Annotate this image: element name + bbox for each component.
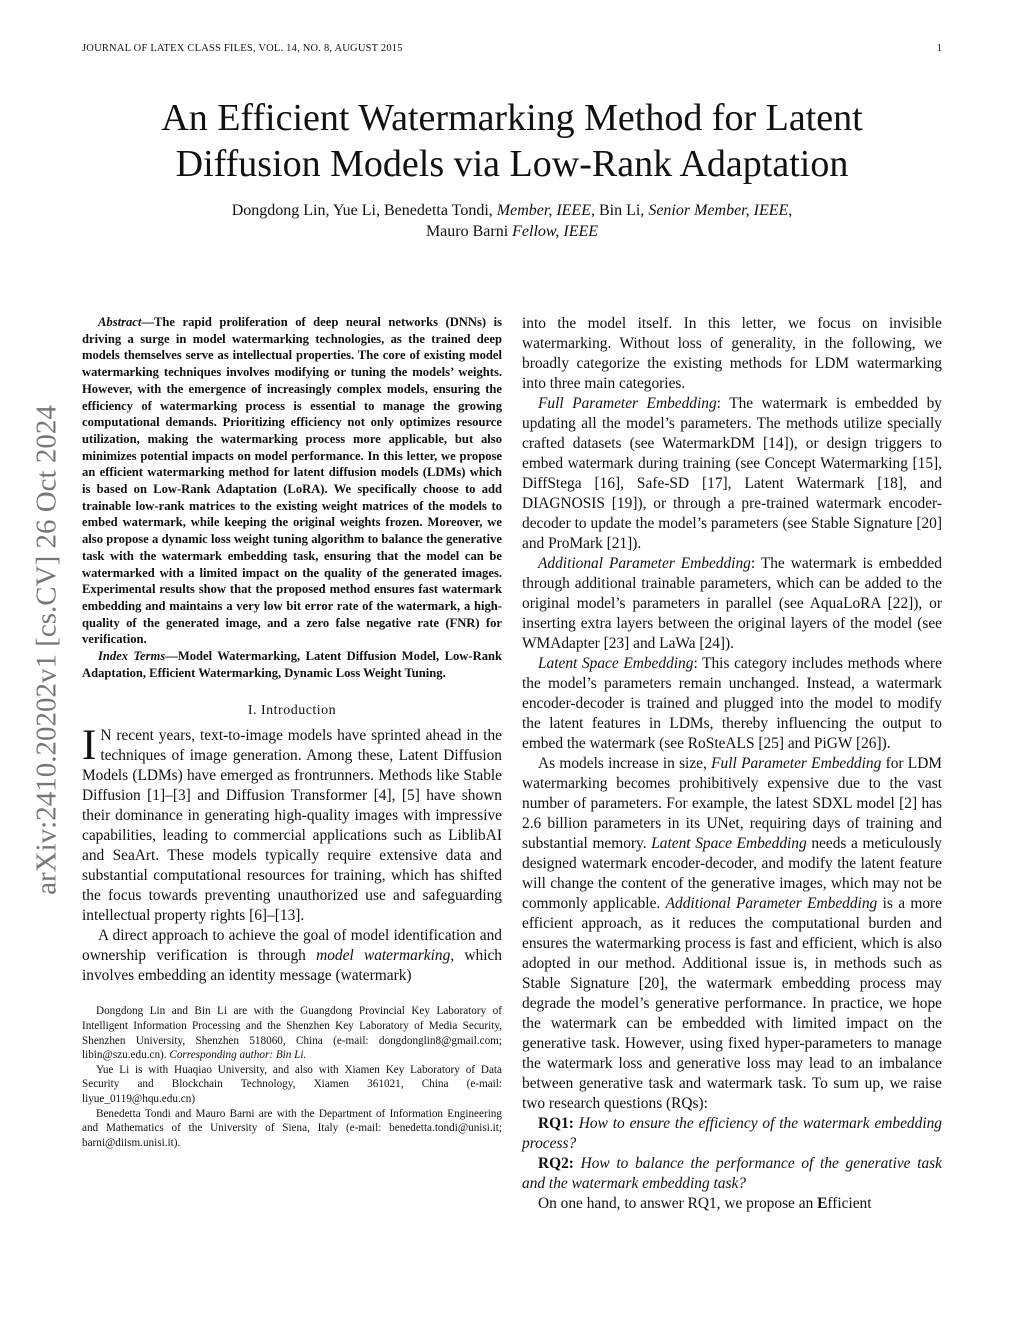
right-paragraph-additional-parameter: [522, 554, 942, 654]
final-text-a: On one hand, to answer RQ1, we propose an: [538, 1195, 818, 1212]
research-question-2: [522, 1154, 942, 1194]
intro-p1-text: N recent years, text-to-image models have sprinted ahead in the techniques of image generation. Among these, Latent Diffusion Models (LDMs) have emerged as frontrunners. Methods like Stable Diffusion [1]–[3] and Diffusion Transformer [4], [5] have shown their dominance in generating high-quality images with impressive capabilities, leading to commercial applications such as LiblibAI and SeaArt. These models typically require extensive data and substantial computational resources for training, which has shifted the focus towards preventing unauthorized use and safeguarding intellectual property rights [6]–[13].: [82, 727, 502, 925]
abstract-text: —The rapid proliferation of deep neural networks (DNNs) is driving a surge in model watermarking technologies, as the trained deep models themselves serve as intellectual properties. The core of existing model watermarking techniques involves modifying or tuning the models’ weights. However, with the emergence of increasingly complex models, ensuring the efficiency of watermarking process is essential to manage the growing computational demands. Prioritizing efficiency not only optimizes resource utilization, making the watermarking process more applicable, but also minimizes potential impacts on model performance. In this letter, we propose an efficient watermarking method for latent diffusion models (LDMs) which is based on Low-Rank Adaptation (LoRA). We specifically choose to add trainable low-rank matrices to the existing weight matrices of the models to embed watermark, while keeping the original weights frozen. Moreover, we also propose a dynamic loss weight tuning algorithm to balance the generative task with the watermark embedding task, ensuring that the model can be watermarked with a limited impact on the quality of the generated images. Experimental results show that the proposed method ensures fast watermark embedding and maintains a very low bit error rate of the watermark, a high-quality of the generated image, and a zero false negative rate (FNR) for verification.: [82, 315, 502, 647]
motivation-text-b: for LDM watermarking becomes prohibitively expensive due to the vast number of parameters. For example, the latest SDXL model [2] has 2.6 billion parameters in its UNet, requiring days of training and substantial memory.: [522, 755, 942, 852]
intro-paragraph-2: [82, 926, 502, 986]
intro-p2-emphasis: model watermarking: [316, 947, 451, 965]
footnotes: [82, 1004, 502, 1150]
abstract-label: Abstract: [98, 315, 142, 329]
additional-parameter-text: : The watermark is embedded through additional trainable parameters, which can be added to the original model’s parameters in parallel (see AquaLoRA [22]), or inserting extra layers between the original layers of the model (see WMAdapter [23] and LaWa [24]).: [522, 555, 942, 652]
footnote-1: [82, 1004, 502, 1062]
running-head: JOURNAL OF LATEX CLASS FILES, VOL. 14, NO. 8, AUGUST 2015: [82, 43, 403, 54]
author-role-d: Fellow, IEEE: [512, 223, 599, 240]
intro-p2-text-b: , which involves embedding an identity message (watermark): [82, 947, 502, 985]
full-parameter-text: : The watermark is embedded by updating all the model’s parameters. The methods utilize specially crafted datasets (see WatermarkDM [14]), or design triggers to embed watermark during training (see Concept Watermarking [15], DiffStega [16], Safe-SD [17], Latent Watermark [18], and DIAGNOSIS [19]), or through a pre-trained watermark encoder-decoder to update the model’s parameters (see Stable Signature [20] and ProMark [21]).: [522, 395, 942, 552]
final-text-b: fficient: [827, 1195, 872, 1212]
rq1-label: RQ1:: [538, 1115, 574, 1132]
research-question-1: [522, 1114, 942, 1154]
footnote-1-corresponding: Corresponding author: Bin Li.: [169, 1049, 307, 1062]
final-bold-letter: E: [817, 1195, 828, 1212]
right-paragraph-latent-space: [522, 654, 942, 754]
footnote-1-text: Dongdong Lin and Bin Li are with the Guangdong Provincial Key Laboratory of Intelligent Information Processing and the Shenzhen Key Laboratory of Media Security, Shenzhen University, Shenzhen 518060, China (e-mail: dongdonglin8@gmail.com; libin@szu.edu.cn).: [82, 1005, 502, 1062]
title-line-2: Diffusion Models via Low-Rank Adaptation: [175, 143, 849, 185]
author-line-2: [100, 221, 924, 242]
right-paragraph-1: into the model itself. In this letter, we focus on invisible watermarking. Without loss of generality, in the following, we broadly categorize the existing methods for LDM watermarking into three main categories.: [522, 315, 942, 392]
author-line-1: [100, 200, 924, 221]
left-column: [82, 314, 502, 1150]
introduction-body: [82, 722, 502, 986]
motivation-text-a: As models increase in size,: [538, 755, 712, 772]
index-terms-text: —Model Watermarking, Latent Diffusion Model, Low-Rank Adaptation, Efficient Watermarking, Dynamic Loss Weight Tuning.: [82, 649, 502, 680]
rq2-label: RQ2:: [538, 1155, 574, 1172]
author-list: [100, 200, 924, 242]
intro-paragraph-1: [82, 722, 502, 926]
rq1-text: How to ensure the efficiency of the watermark embedding process?: [522, 1115, 942, 1152]
motivation-text-d: is a more efficient approach, as it reduces the computational burden and ensures the watermarking process is fast and efficient, which is also adopted in our method. Additional issue is, in methods such as Stable Signature [20], the watermark embedding process may degrade the model’s generative performance. In practice, we hope the watermark can be embedded with limited impact on the generative task. However, using fixed hyper-parameters to manage the watermark loss and generative loss may lead to an imbalance between generative task and watermark task. To sum up, we raise two research questions (RQs):: [522, 895, 942, 1112]
right-paragraph-final: [522, 1194, 942, 1214]
abstract-paragraph: [82, 314, 502, 648]
arxiv-id: arXiv:2410.20202v1 [cs.CV] 26 Oct 2024: [30, 405, 63, 895]
latent-space-text: : This category includes methods where the model’s parameters remain unchanged. Instead, a watermark encoder-decoder is trained and plugged into the model to modify the latent features in LDMs, thereby influencing the output to embed the watermark (see RoSteALS [25] and PiGW [26]).: [522, 655, 942, 752]
author-names-a: Dongdong Lin, Yue Li, Benedetta Tondi,: [231, 202, 497, 219]
index-terms: [82, 648, 502, 681]
motivation-text-c: needs a meticulously designed watermark encoder-decoder, and modify the latent feature will change the content of the generative images, which may not be commonly applicable.: [522, 835, 942, 912]
author-role-a: Member, IEEE: [496, 202, 591, 219]
index-terms-label: Index Terms: [98, 649, 166, 664]
right-paragraph-motivation: [522, 754, 942, 1114]
abstract: [82, 314, 502, 681]
page-number: 1: [936, 43, 942, 54]
right-paragraph-full-parameter: [522, 394, 942, 554]
author-names-d: Mauro Barni: [425, 223, 513, 240]
paper-title: [100, 95, 924, 187]
additional-parameter-heading: Additional Parameter Embedding: [538, 555, 751, 572]
section-heading-introduction: I. Introduction: [247, 703, 337, 719]
motivation-em-3: Additional Parameter Embedding: [665, 895, 878, 912]
motivation-em-2: Latent Space Embedding: [651, 835, 807, 852]
right-column: [522, 314, 942, 1214]
footnote-2: Yue Li is with Huaqiao University, and also with Xiamen Key Laboratory of Data Security and Blockchain Technology, Xiamen 361021, China (e-mail: liyue_0119@hqu.edu.cn): [82, 1063, 502, 1106]
author-role-b: Senior Member, IEEE: [648, 202, 789, 219]
intro-p2-text-a: A direct approach to achieve the goal of model identification and ownership verification is through: [82, 927, 502, 965]
author-names-c: ,: [788, 202, 793, 219]
title-line-1: An Efficient Watermarking Method for Latent: [161, 97, 863, 139]
footnote-3: Benedetta Tondi and Mauro Barni are with the Department of Information Engineering and Mathematics of the University of Siena, Italy (e-mail: benedetta.tondi@unisi.it; barni@diism.unisi.it).: [82, 1107, 502, 1149]
full-parameter-heading: Full Parameter Embedding: [538, 395, 717, 412]
latent-space-heading: Latent Space Embedding: [538, 655, 694, 672]
motivation-em-1: Full Parameter Embedding: [711, 755, 882, 772]
author-names-b: , Bin Li,: [590, 202, 649, 219]
arxiv-sidebar: [30, 360, 64, 940]
rq2-text: How to balance the performance of the generative task and the watermark embedding task?: [522, 1155, 942, 1192]
dropcap-letter: I: [82, 722, 97, 770]
